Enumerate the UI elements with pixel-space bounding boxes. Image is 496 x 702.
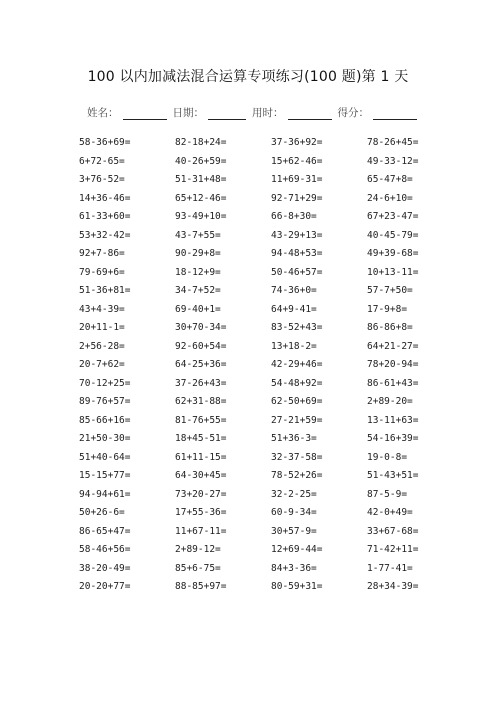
math-problem: 13+18-2= (271, 340, 317, 352)
math-problem: 32-2-25= (271, 488, 317, 500)
math-problem: 64-25+36= (175, 359, 227, 370)
math-problem: 80-59+31= (271, 581, 323, 592)
math-problem: 93-49+10= (175, 211, 227, 222)
math-problem: 2+56-28= (79, 340, 125, 352)
math-problem: 28+34-39= (367, 581, 419, 592)
math-problem: 90-29+8= (175, 248, 221, 259)
math-problem: 64+9-41= (271, 303, 317, 315)
date-field[interactable] (173, 105, 247, 120)
math-problem: 19-0-8= (367, 451, 408, 463)
math-problem: 11+67-11= (175, 525, 227, 537)
math-problem: 18+45-51= (175, 433, 227, 444)
math-problem: 49-33-12= (367, 155, 419, 167)
score-field[interactable] (338, 105, 418, 120)
math-problem: 51-36+81= (79, 285, 131, 296)
math-problem: 79-69+6= (79, 266, 125, 278)
math-problem: 20+11-1= (79, 322, 125, 333)
name-label: 姓名： (87, 107, 119, 119)
math-problem: 43-29+13= (271, 229, 323, 241)
math-problem: 21+50-30= (79, 433, 131, 444)
time-blank[interactable] (288, 107, 332, 120)
math-problem: 32-37-58= (271, 451, 323, 463)
math-problem: 69-40+1= (175, 303, 221, 315)
math-problem: 40-45-79= (367, 229, 419, 241)
math-problem: 58-36+69= (79, 137, 131, 148)
math-problem: 92+7-86= (79, 248, 125, 259)
math-problem: 58-46+56= (79, 544, 131, 555)
math-problem: 30+57-9= (271, 525, 317, 537)
math-problem: 38-20-49= (79, 562, 131, 574)
math-problem: 11+69-31= (271, 174, 323, 185)
math-problem: 24-6+10= (367, 192, 413, 204)
math-problem: 65+12-46= (175, 192, 227, 204)
math-problem: 70-12+25= (79, 377, 131, 389)
math-problem: 2+89-12= (175, 544, 221, 555)
score-label: 得分： (337, 107, 369, 119)
math-problem: 40-26+59= (175, 155, 227, 167)
math-problem: 37-26+43= (175, 377, 227, 389)
math-problem: 20-7+62= (79, 359, 125, 370)
math-problem: 83-52+43= (271, 322, 323, 333)
math-problem: 64+21-27= (367, 340, 419, 352)
math-problem: 2+89-20= (367, 396, 413, 407)
math-problem: 30+70-34= (175, 322, 227, 333)
math-problem: 50-46+57= (271, 266, 323, 278)
math-problem: 14+36-46= (79, 192, 131, 204)
math-problem: 73+20-27= (175, 488, 227, 500)
math-problem: 71-42+11= (367, 544, 419, 555)
math-problem: 34-7+52= (175, 285, 221, 296)
math-problem: 85-66+16= (79, 414, 131, 426)
math-problem: 66-8+30= (271, 211, 317, 222)
math-problem: 1-77-41= (367, 562, 413, 574)
math-problem: 86-61+43= (367, 377, 419, 389)
math-problem: 86-86+8= (367, 322, 413, 333)
math-problem: 53+32-42= (79, 229, 131, 241)
math-problem: 54-48+92= (271, 377, 323, 389)
math-problem: 92-71+29= (271, 192, 323, 204)
score-blank[interactable] (373, 107, 417, 120)
math-problem: 54-16+39= (367, 433, 419, 444)
time-label: 用时： (252, 107, 284, 119)
math-problem: 85+6-75= (175, 562, 221, 574)
name-field[interactable] (87, 105, 167, 120)
math-problem: 62-50+69= (271, 396, 323, 407)
math-problem: 84+3-36= (271, 562, 317, 574)
math-problem: 61+11-15= (175, 451, 227, 463)
math-problem: 60-9-34= (271, 507, 317, 518)
student-info-row (87, 106, 417, 120)
math-problem: 42-29+46= (271, 359, 323, 370)
math-problem: 33+67-68= (367, 525, 419, 537)
math-problem: 6+72-65= (79, 155, 125, 167)
math-problem: 49+39-68= (367, 248, 419, 259)
date-label: 日期： (172, 107, 204, 119)
math-problem: 43+4-39= (79, 303, 125, 315)
time-field[interactable] (252, 105, 332, 120)
math-problem: 89-76+57= (79, 396, 131, 407)
math-problem: 15-15+77= (79, 470, 131, 481)
math-problem: 87-5-9= (367, 488, 408, 500)
math-problem: 18-12+9= (175, 266, 221, 278)
math-problem: 88-85+97= (175, 581, 227, 592)
math-problem: 94-48+53= (271, 248, 323, 259)
math-problem: 17-9+8= (367, 303, 408, 315)
math-problem: 64-30+45= (175, 470, 227, 481)
math-problem: 37-36+92= (271, 137, 323, 148)
math-problem: 51+36-3= (271, 433, 317, 444)
math-problem: 78-52+26= (271, 470, 323, 481)
math-problem: 51-43+51= (367, 470, 419, 481)
math-problem: 3+76-52= (79, 174, 125, 185)
math-problem: 12+69-44= (271, 544, 323, 555)
problem-grid (79, 134, 459, 597)
page-title: 100 以内加减法混合运算专项练习(100 题)第 1 天 (87, 69, 409, 85)
math-problem: 61-33+60= (79, 211, 131, 222)
math-problem: 67+23-47= (367, 211, 419, 222)
math-problem: 15+62-46= (271, 155, 323, 167)
math-problem: 27-21+59= (271, 414, 323, 426)
math-problem: 13-11+63= (367, 414, 419, 426)
name-blank[interactable] (123, 107, 167, 120)
math-problem: 42-0+49= (367, 507, 413, 518)
math-problem: 94-94+61= (79, 488, 131, 500)
math-problem: 57-7+50= (367, 285, 413, 296)
math-problem: 92-60+54= (175, 340, 227, 352)
math-problem: 62+31-88= (175, 396, 227, 407)
math-problem: 86-65+47= (79, 525, 131, 537)
math-problem: 74-36+0= (271, 285, 317, 296)
math-problem: 65-47+8= (367, 174, 413, 185)
math-problem: 20-20+77= (79, 581, 131, 592)
date-blank[interactable] (208, 107, 246, 120)
math-problem: 51-31+48= (175, 174, 227, 185)
math-problem: 78+20-94= (367, 359, 419, 370)
math-problem: 43-7+55= (175, 229, 221, 241)
math-problem: 82-18+24= (175, 137, 227, 148)
math-problem: 81-76+55= (175, 414, 227, 426)
math-problem: 10+13-11= (367, 266, 419, 278)
math-problem: 51+40-64= (79, 451, 131, 463)
math-problem: 78-26+45= (367, 137, 419, 148)
math-problem: 50+26-6= (79, 507, 125, 518)
math-problem: 17+55-36= (175, 507, 227, 518)
